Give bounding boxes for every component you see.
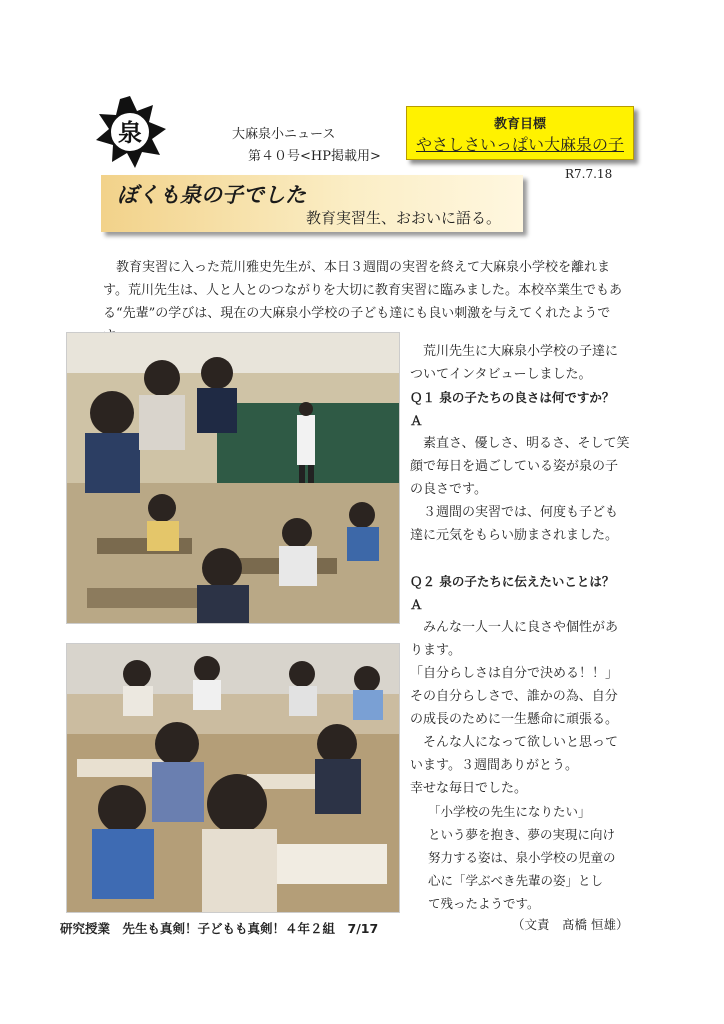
newsletter-name: 大麻泉小ニュース [232, 127, 336, 142]
closing-line-1: 「小学校の先生になりたい」 [428, 804, 591, 819]
answer-1-label: Ａ [410, 413, 423, 428]
headline-banner [101, 175, 523, 232]
answer-2-paragraph-2: 「自分らしさは自分で決める！！」 [410, 666, 619, 681]
svg-text:泉: 泉 [118, 119, 142, 147]
closing-line-5: て残ったようです。 [428, 896, 540, 911]
closing-paragraph [428, 800, 638, 915]
answer-1-paragraph-1: 素直さ、優しさ、明るさ、そして笑顔で毎日を過ごしている姿が泉の子の良さです。 [410, 436, 630, 497]
interview-lead: 荒川先生に大麻泉小学校の子達についてインタビューしました。 [410, 344, 619, 382]
issue-date: R7.7.18 [565, 167, 613, 181]
interview-section [410, 340, 630, 800]
closing-line-2: という夢を抱き、夢の実現に向け [428, 827, 616, 842]
intro-paragraph: 教育実習に入った荒川雅史先生が、本日３週間の実習を終えて大麻泉小学校を離れます。荒川先生は、人と人とのつながりを大切に教育実習に臨みました。本校卒業生でもある“先輩”の学びは、現在の大麻泉小学校の子ども達にも良い刺激を与えてくれたようで [103, 260, 622, 321]
answer-2-paragraph-4: そんな人になって欲しいと思っています。３週間ありがとう。 [410, 735, 619, 773]
answer-2-paragraph-1: みんな一人一人に良さや個性があります。 [410, 620, 619, 658]
answer-1-paragraph-2: ３週間の実習では、何度も子ども達に元気をもらい励まされました。 [410, 505, 619, 543]
answer-2-paragraph-5: 幸せな毎日でした。 [410, 781, 528, 796]
byline: （文責 髙橋 恒雄） [512, 917, 629, 932]
closing-line-3: 努力する姿は、泉小学校の児童の [428, 850, 616, 865]
classroom-photo [66, 332, 400, 624]
school-emblem-icon [94, 96, 166, 168]
answer-2-label: Ａ [410, 597, 423, 612]
closing-line-4: 心に「学ぶべき先輩の姿」とし [428, 873, 604, 888]
headline-title: ぼくも泉の子でした [117, 183, 306, 207]
question-1: Ｑ１ 泉の子たちの良さは何ですか？ [410, 390, 615, 405]
answer-2-paragraph-3: その自分らしさで、誰かの為、自分の成長のために一生懸命に頑張る。 [410, 689, 619, 727]
question-2: Ｑ２ 泉の子たちに伝えたいことは？ [410, 574, 615, 589]
headline-subtitle: 教育実習生、おおいに語る。 [305, 209, 501, 227]
issue-number: 第４０号<HP掲載用> [248, 149, 381, 164]
photo-caption: 研究授業 先生も真剣！子どもも真剣！４年２組 7/17 [60, 921, 379, 936]
goal-text: やさしさいっぱい大麻泉の子 [415, 135, 624, 154]
students-working-photo [66, 643, 400, 913]
education-goal-box [406, 106, 634, 160]
goal-label: 教育目標 [493, 117, 546, 132]
